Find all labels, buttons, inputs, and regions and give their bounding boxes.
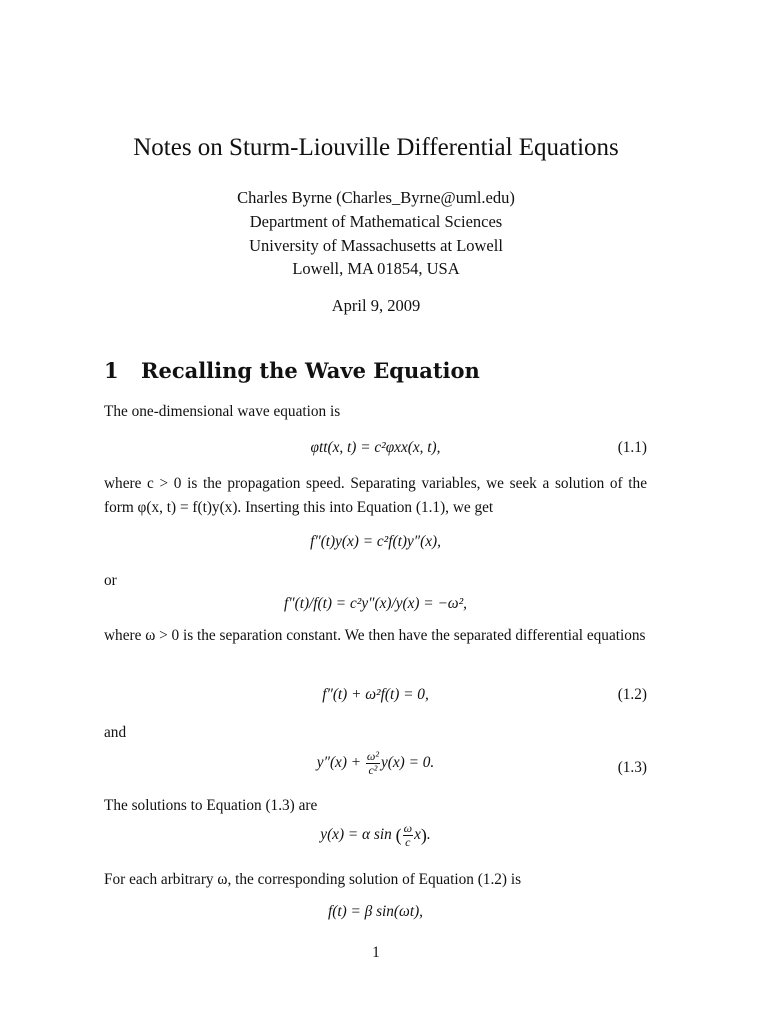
address-line: Lowell, MA 01854, USA [292, 259, 460, 278]
paragraph: and [104, 724, 127, 741]
paragraph: For each arbitrary ω, the corresponding solution of Equation (1.2) is [104, 871, 522, 888]
equation-body: f(t) = β sin(ωt), [327, 903, 423, 920]
open-paren: ( [395, 825, 402, 845]
equation-variable: x [414, 826, 421, 844]
equation-number: (1.1) [617, 439, 647, 456]
section-title: Recalling the Wave Equation [141, 358, 480, 383]
fraction-denominator: c [405, 835, 411, 849]
paragraph: where c > 0 is the propagation speed. Separating variables, we seek a solution of the form φ(x, t) = f(t)y(x). Inserting this into Equation (1.1), we get [104, 475, 647, 516]
equation-unnumbered [104, 903, 647, 927]
fraction-numerator: ω² [366, 749, 379, 763]
equation-body [104, 750, 647, 777]
equation-number: (1.2) [617, 686, 647, 703]
equation-number: (1.3) [617, 759, 647, 776]
fraction-denominator: c² [368, 763, 378, 777]
close-paren: ) [420, 825, 427, 845]
paragraph: where ω > 0 is the separation constant. We then have the separated differential equations [104, 627, 646, 644]
paper-date: April 9, 2009 [331, 296, 421, 315]
paragraph: The one-dimensional wave equation is [104, 403, 341, 420]
equation-1-1 [104, 439, 647, 463]
equation-body: f″(t)/f(t) = c²y″(x)/y(x) = −ω², [283, 595, 467, 612]
equation-rhs: y(x) = 0. [380, 754, 435, 772]
fraction-numerator: ω [403, 821, 413, 835]
paper-title: Notes on Sturm-Liouville Differential Equations [133, 134, 619, 161]
paragraph: The solutions to Equation (1.3) are [104, 797, 318, 814]
fraction [403, 822, 413, 849]
equation-body: φtt(x, t) = c²φxx(x, t), [310, 439, 441, 456]
paragraph: or [104, 572, 117, 589]
equation-unnumbered [104, 822, 647, 858]
university-line: University of Massachusetts at Lowell [249, 236, 503, 255]
equation-lhs: y″(x) + [316, 754, 362, 772]
author-line: Charles Byrne (Charles_Byrne@uml.edu) [237, 188, 515, 207]
page-number: 1 [372, 944, 380, 961]
fraction [366, 750, 380, 777]
section-number: 1 [104, 358, 119, 383]
equation-unnumbered [104, 533, 647, 557]
equation-lhs: y(x) = α sin [320, 826, 392, 844]
equation-unnumbered [104, 595, 647, 619]
equation-1-2 [104, 686, 647, 710]
equation-end: . [426, 826, 431, 844]
equation-body: f″(t)y(x) = c²f(t)y″(x), [310, 533, 441, 550]
equation-body: f″(t) + ω²f(t) = 0, [322, 686, 429, 703]
equation-body [104, 822, 647, 849]
equation-1-3 [104, 750, 647, 786]
section-heading [104, 358, 480, 383]
department-line: Department of Mathematical Sciences [249, 212, 503, 231]
